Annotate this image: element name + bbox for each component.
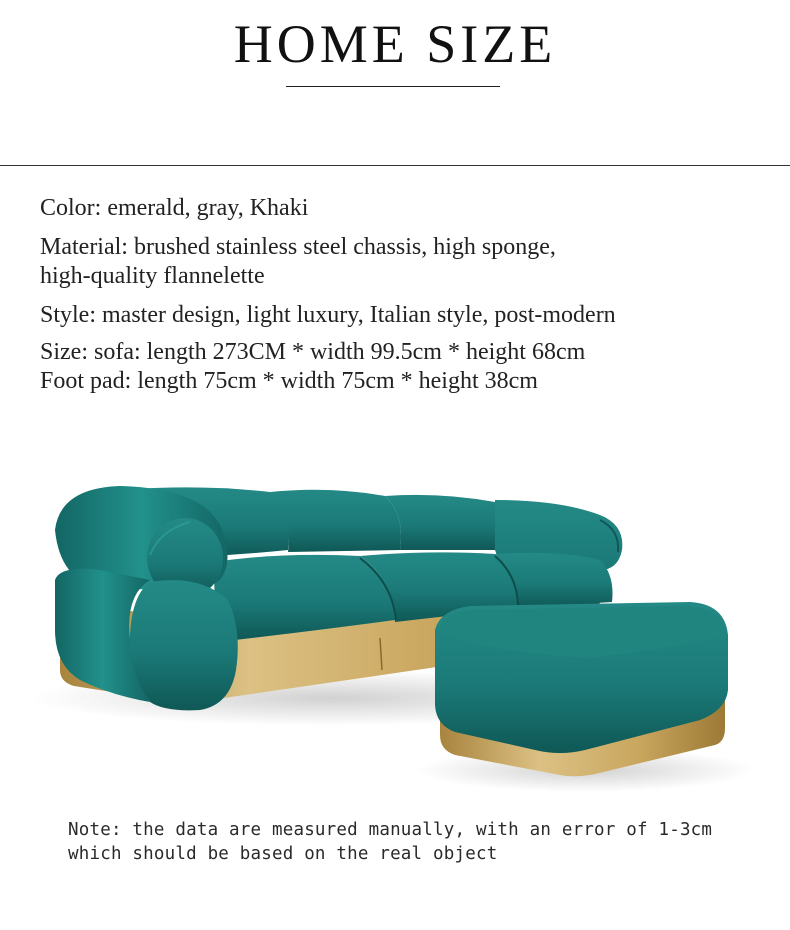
spec-size-foot-pad: Foot pad: length 75cm * width 75cm * height 38cm [40, 368, 538, 394]
note-line-1: Note: the data are measured manually, with an error of 1-3cm [68, 820, 713, 840]
spec-list [40, 194, 780, 396]
spec-style: Style: master design, light luxury, Italian style, post-modern [40, 302, 616, 328]
spec-material-line1: Material: brushed stainless steel chassis, high sponge, [40, 234, 556, 260]
sofa-left-front-bolster [130, 580, 238, 710]
measurement-note [68, 818, 768, 866]
sofa-product-image [0, 470, 790, 800]
note-line-2: which should be based on the real object [68, 844, 498, 864]
spec-material-line2: high-quality flannelette [40, 263, 265, 289]
page-title: HOME SIZE [233, 14, 557, 74]
spec-color: Color: emerald, gray, Khaki [40, 195, 309, 221]
sofa-back-cushion-right [385, 495, 498, 550]
spec-size-sofa: Size: sofa: length 273CM * width 99.5cm * height 68cm [40, 339, 586, 365]
title-underline [286, 86, 500, 87]
sofa-back-cushion-middle [270, 490, 401, 552]
section-divider [0, 165, 790, 166]
